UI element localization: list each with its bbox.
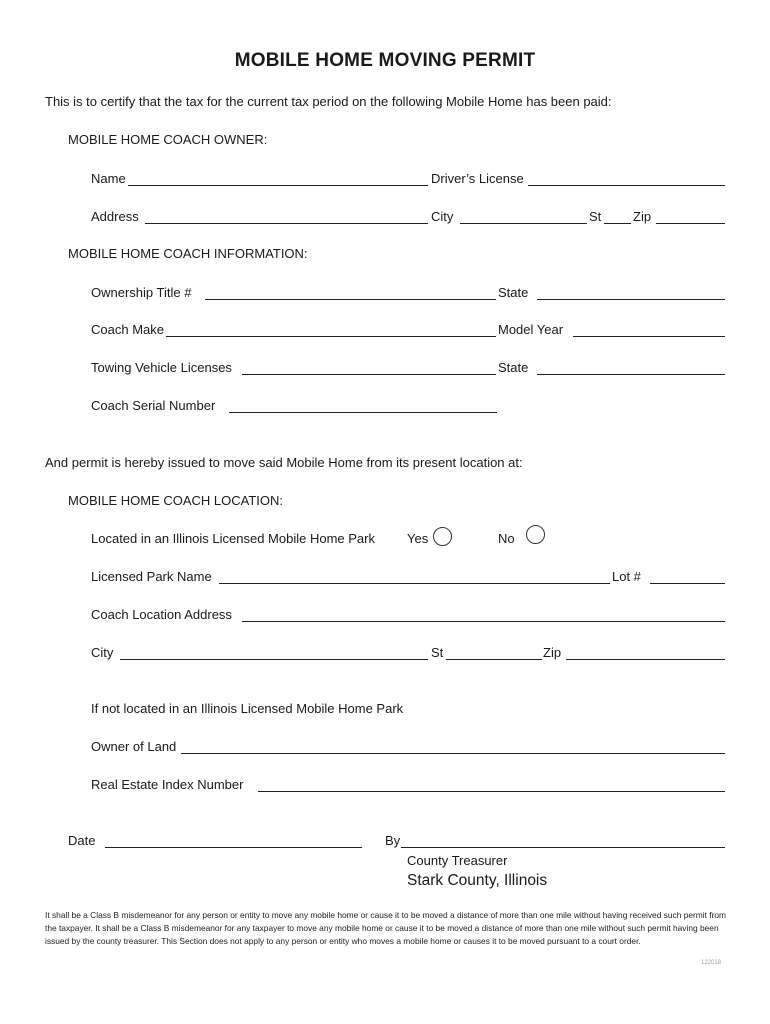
location-section-heading: MOBILE HOME COACH LOCATION: xyxy=(68,493,284,508)
name-field[interactable] xyxy=(128,185,428,186)
index-field[interactable] xyxy=(258,791,725,792)
zip-field[interactable] xyxy=(656,223,725,224)
yes-radio[interactable] xyxy=(433,527,452,546)
info-section-heading: MOBILE HOME COACH INFORMATION: xyxy=(68,246,308,261)
st-label: St xyxy=(589,209,602,224)
coach-make-label: Coach Make xyxy=(91,322,164,337)
address-field[interactable] xyxy=(145,223,428,224)
lot-label: Lot # xyxy=(612,569,641,584)
not-located-text: If not located in an Illinois Licensed Mobile Home Park xyxy=(91,701,404,716)
name-label: Name xyxy=(91,171,126,186)
owner-land-label: Owner of Land xyxy=(91,739,177,754)
towing-label: Towing Vehicle Licenses xyxy=(91,360,232,375)
location-st-label: St xyxy=(431,645,444,660)
legal-notice: It shall be a Class B misdemeanor for any person or entity to move any mobile home or cause it to be moved a distance of more than one mile without having received such permit from the taxpayer. It shall be a Class B misdemeanor for any taxpayer to move any mobile home or cause it to be moved a distance of more than one mile without such permit having been issued by the county treasurer. This Section does not apply to any person or entity who moves a mobile home or causes it to be moved pursuant to a court order. xyxy=(45,910,727,946)
towing-state-field[interactable] xyxy=(537,374,725,375)
treasurer-role: County Treasurer xyxy=(407,853,508,868)
no-radio[interactable] xyxy=(526,525,545,544)
st-field[interactable] xyxy=(604,223,631,224)
owner-land-field[interactable] xyxy=(181,753,725,754)
by-signature-field[interactable] xyxy=(401,847,725,848)
model-year-label: Model Year xyxy=(498,322,564,337)
location-st-field[interactable] xyxy=(446,659,542,660)
ownership-title-label: Ownership Title # xyxy=(91,285,192,300)
coach-address-field[interactable] xyxy=(242,621,725,622)
state-field[interactable] xyxy=(537,299,725,300)
no-label: No xyxy=(498,531,515,546)
towing-field[interactable] xyxy=(242,374,496,375)
city-field[interactable] xyxy=(460,223,587,224)
location-city-field[interactable] xyxy=(120,659,428,660)
serial-label: Coach Serial Number xyxy=(91,398,216,413)
licensed-park-question: Located in an Illinois Licensed Mobile Home Park xyxy=(91,531,375,546)
lot-field[interactable] xyxy=(650,583,725,584)
form-code: 122018 xyxy=(701,960,722,966)
drivers-license-label: Driver’s License xyxy=(431,171,524,186)
coach-address-label: Coach Location Address xyxy=(91,607,232,622)
address-label: Address xyxy=(91,209,139,224)
index-label: Real Estate Index Number xyxy=(91,777,244,792)
yes-label: Yes xyxy=(407,531,429,546)
owner-section-heading: MOBILE HOME COACH OWNER: xyxy=(68,132,268,147)
serial-field[interactable] xyxy=(229,412,497,413)
towing-state-label: State xyxy=(498,360,529,375)
permit-text: And permit is hereby issued to move said Mobile Home from its present location at: xyxy=(45,455,523,470)
location-zip-label: Zip xyxy=(543,645,562,660)
drivers-license-field[interactable] xyxy=(528,185,725,186)
ownership-title-field[interactable] xyxy=(205,299,496,300)
city-label: City xyxy=(431,209,454,224)
state-label: State xyxy=(498,285,529,300)
coach-make-field[interactable] xyxy=(166,336,496,337)
park-name-label: Licensed Park Name xyxy=(91,569,212,584)
date-label: Date xyxy=(68,833,96,848)
form-title: MOBILE HOME MOVING PERMIT xyxy=(234,50,536,71)
by-label: By xyxy=(385,833,401,848)
zip-label: Zip xyxy=(633,209,652,224)
location-city-label: City xyxy=(91,645,114,660)
location-zip-field[interactable] xyxy=(566,659,725,660)
model-year-field[interactable] xyxy=(573,336,725,337)
park-name-field[interactable] xyxy=(219,583,610,584)
certify-text: This is to certify that the tax for the current tax period on the following Mobile Home has been paid: xyxy=(45,94,612,109)
county-name: Stark County, Illinois xyxy=(407,872,548,889)
date-field[interactable] xyxy=(105,847,362,848)
